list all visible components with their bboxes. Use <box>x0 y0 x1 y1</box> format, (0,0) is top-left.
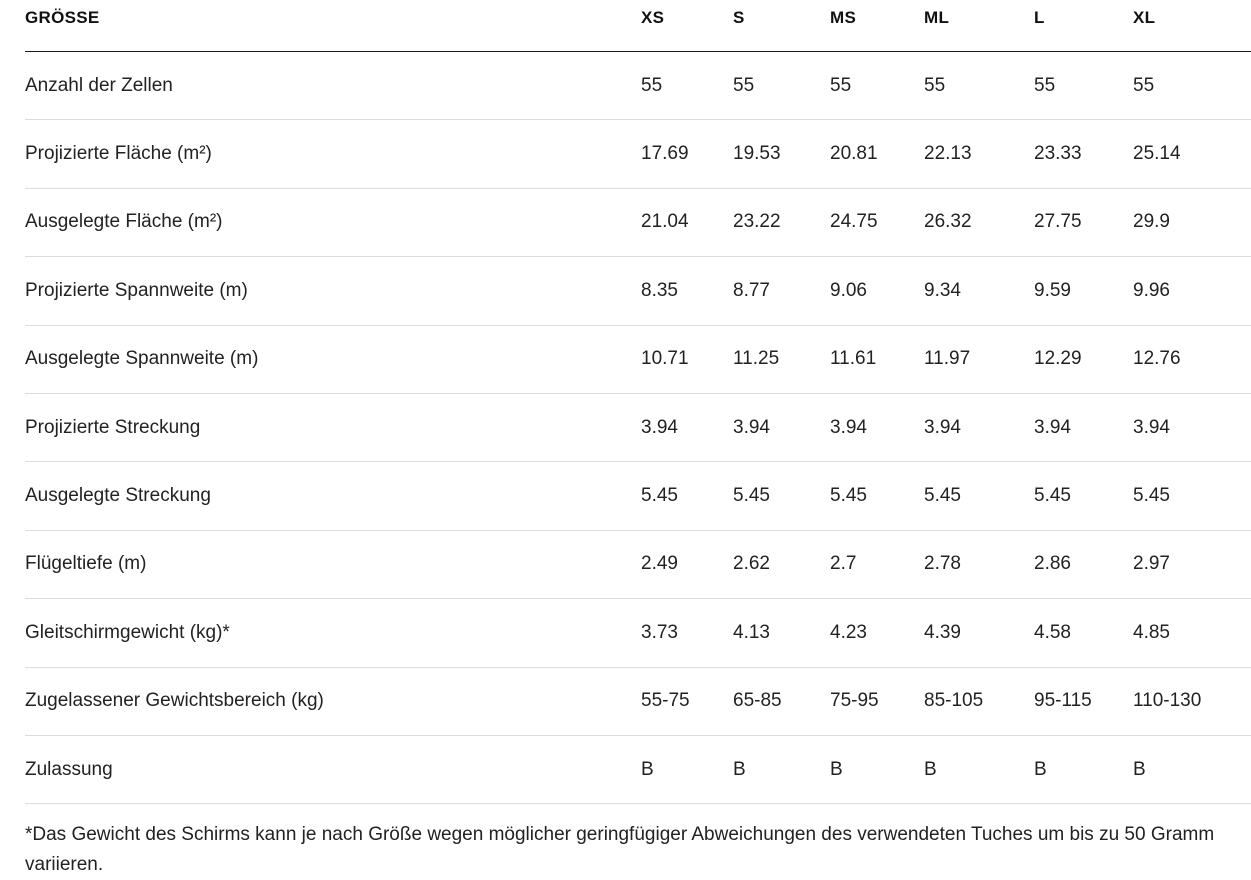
table-cell: 17.69 <box>641 143 689 165</box>
row-label: Flügeltiefe (m) <box>25 553 147 575</box>
table-cell: 3.73 <box>641 621 678 643</box>
table-cell: 9.59 <box>1034 279 1071 301</box>
table-cell: 4.23 <box>830 621 867 643</box>
table-cell: 5.45 <box>1133 485 1170 507</box>
header-size-l: L <box>1034 8 1045 27</box>
table-cell: 95-115 <box>1034 690 1092 712</box>
table-cell: B <box>733 758 746 780</box>
table-cell: 12.76 <box>1133 348 1181 370</box>
table-cell: 3.94 <box>1034 416 1071 438</box>
table-cell: 22.13 <box>924 143 972 165</box>
header-size-xl: XL <box>1133 8 1156 27</box>
table-cell: B <box>641 758 654 780</box>
table-cell: 27.75 <box>1034 211 1082 233</box>
table-cell: 55 <box>733 74 755 96</box>
row-label: Gleitschirmgewicht (kg)* <box>25 621 230 643</box>
size-spec-table <box>25 0 1251 804</box>
table-cell: 9.96 <box>1133 279 1170 301</box>
table-cell: 12.29 <box>1034 348 1082 370</box>
table-cell: 4.39 <box>924 621 961 643</box>
table-cell: 9.06 <box>830 279 867 301</box>
table-row <box>25 120 1251 188</box>
table-header-row <box>25 0 1251 52</box>
table-cell: 8.77 <box>733 279 770 301</box>
table-row <box>25 599 1251 667</box>
table-cell: 9.34 <box>924 279 961 301</box>
footnote: *Das Gewicht des Schirms kann je nach Größe wegen möglicher geringfügiger Abweichungen des verwendeten Tuches um bis zu 50 Gramm variieren. <box>25 824 1215 875</box>
table-cell: 55 <box>1133 74 1155 96</box>
table-row <box>25 531 1251 599</box>
table-cell: 2.49 <box>641 553 678 575</box>
row-label: Anzahl der Zellen <box>25 74 173 96</box>
table-row <box>25 462 1251 530</box>
table-body <box>25 52 1251 804</box>
table-cell: 5.45 <box>641 485 678 507</box>
table-cell: 26.32 <box>924 211 972 233</box>
table-cell: 3.94 <box>1133 416 1170 438</box>
table-cell: 5.45 <box>830 485 867 507</box>
table-cell: B <box>1133 758 1146 780</box>
row-label: Zugelassener Gewichtsbereich (kg) <box>25 690 324 712</box>
table-cell: 3.94 <box>641 416 678 438</box>
table-cell: 11.25 <box>733 348 780 370</box>
row-label: Ausgelegte Streckung <box>25 485 211 507</box>
table-cell: 5.45 <box>924 485 961 507</box>
header-label: GRÖSSE <box>25 8 100 27</box>
table-cell: 4.85 <box>1133 621 1170 643</box>
table-cell: 5.45 <box>733 485 770 507</box>
table-cell: B <box>830 758 843 780</box>
header-size-xs: XS <box>641 8 665 27</box>
table-cell: 2.78 <box>924 553 961 575</box>
table-cell: 3.94 <box>733 416 770 438</box>
table-cell: 55 <box>641 74 663 96</box>
table-row <box>25 326 1251 394</box>
table-cell: B <box>924 758 937 780</box>
table-cell: 20.81 <box>830 143 878 165</box>
row-label: Ausgelegte Fläche (m²) <box>25 211 223 233</box>
table-cell: 3.94 <box>830 416 867 438</box>
table-cell: 8.35 <box>641 279 678 301</box>
table-row <box>25 736 1251 804</box>
table-row <box>25 257 1251 325</box>
row-label: Projizierte Fläche (m²) <box>25 143 212 165</box>
table-cell: 3.94 <box>924 416 961 438</box>
table-row <box>25 189 1251 257</box>
table-cell: 55 <box>924 74 946 96</box>
table-cell: 19.53 <box>733 143 781 165</box>
table-cell: 4.13 <box>733 621 770 643</box>
row-label: Projizierte Spannweite (m) <box>25 279 248 301</box>
table-cell: 25.14 <box>1133 143 1181 165</box>
table-cell: 85-105 <box>924 690 984 712</box>
header-size-ms: MS <box>830 8 857 27</box>
table-cell: 21.04 <box>641 211 689 233</box>
table-cell: 110-130 <box>1133 690 1202 712</box>
table-row <box>25 668 1251 736</box>
table-cell: 10.71 <box>641 348 689 370</box>
table-cell: 2.7 <box>830 553 857 575</box>
table-cell: 2.97 <box>1133 553 1170 575</box>
table-row <box>25 52 1251 120</box>
table-cell: 65-85 <box>733 690 782 712</box>
table-row <box>25 394 1251 462</box>
table-cell: 55-75 <box>641 690 690 712</box>
table-cell: 2.86 <box>1034 553 1071 575</box>
table-cell: 24.75 <box>830 211 878 233</box>
table-cell: 55 <box>1034 74 1056 96</box>
table-cell: 5.45 <box>1034 485 1071 507</box>
table-cell: 55 <box>830 74 852 96</box>
table-cell: 23.33 <box>1034 143 1082 165</box>
row-label: Zulassung <box>25 758 113 780</box>
table-cell: 2.62 <box>733 553 770 575</box>
table-cell: 23.22 <box>733 211 781 233</box>
table-cell: B <box>1034 758 1047 780</box>
table-cell: 11.97 <box>924 348 971 370</box>
table-cell: 11.61 <box>830 348 877 370</box>
table-cell: 29.9 <box>1133 211 1170 233</box>
header-size-s: S <box>733 8 745 27</box>
table-cell: 4.58 <box>1034 621 1071 643</box>
header-size-ml: ML <box>924 8 950 27</box>
table-cell: 75-95 <box>830 690 879 712</box>
row-label: Ausgelegte Spannweite (m) <box>25 348 259 370</box>
row-label: Projizierte Streckung <box>25 416 201 438</box>
